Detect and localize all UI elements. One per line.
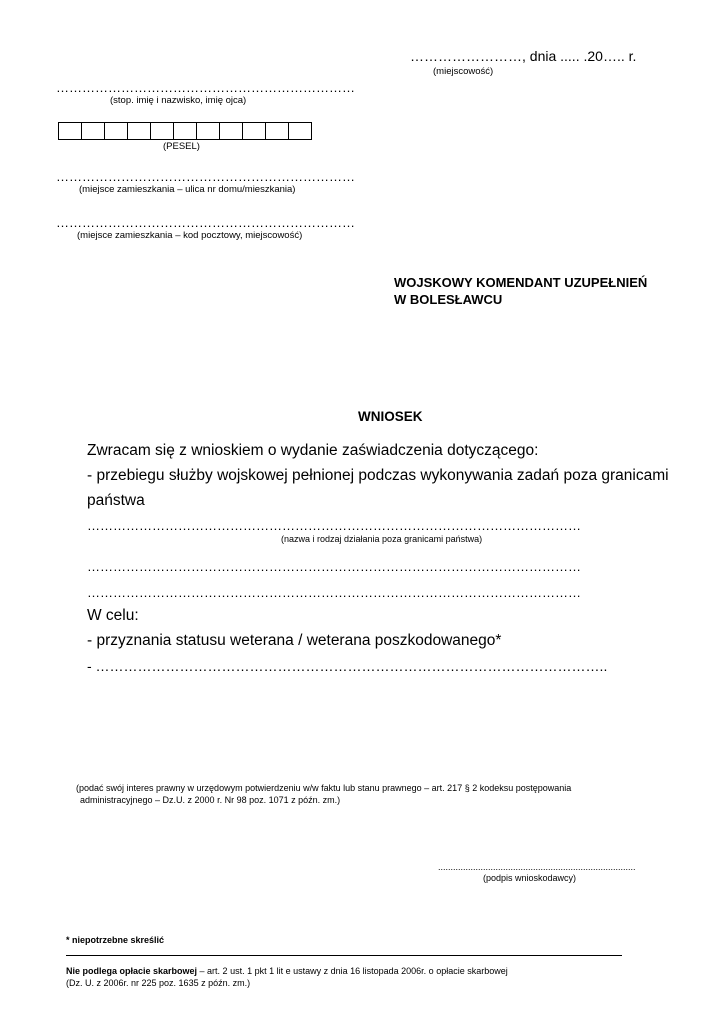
street-field[interactable]: …………………………………………………………… [56,169,355,184]
pesel-cell[interactable] [58,122,82,140]
legal-note-line1: (podać swój interes prawny w urzędowym potwierdzeniu w/w faktu lub stanu prawnego – art. 217 § 2 kodeksu postępowania [76,783,572,793]
item1-line2: państwa [87,492,145,509]
city-field[interactable]: …………………………………………………………… [56,215,355,230]
street-caption: (miejsce zamieszkania – ulica nr domu/mieszkania) [79,184,296,195]
pesel-field[interactable] [58,122,312,140]
pesel-caption: (PESEL) [163,141,200,152]
pesel-cell[interactable] [196,122,220,140]
recipient-line1: WOJSKOWY KOMENDANT UZUPEŁNIEŃ [394,275,648,290]
pesel-cell[interactable] [242,122,266,140]
recipient-line2: W BOLESŁAWCU [394,292,503,307]
fee-note-line2: (Dz. U. z 2006r. nr 225 poz. 1635 z późn. zm.) [66,978,251,988]
footnote: * niepotrzebne skreślić [66,935,165,945]
pesel-cell[interactable] [288,122,312,140]
pesel-cell[interactable] [150,122,174,140]
activity-field[interactable]: …………………………………………………………………………………………………… [87,518,581,533]
activity-field-line3[interactable]: …………………………………………………………………………………………………… [87,585,581,600]
activity-caption: (nazwa i rodzaj działania poza granicami państwa) [281,534,483,544]
place-caption: (miejscowość) [433,66,494,77]
pesel-cell[interactable] [173,122,197,140]
pesel-cell[interactable] [219,122,243,140]
legal-note-line2: administracyjnego – Dz.U. z 2000 r. Nr 98 poz. 1071 z późn. zm.) [80,795,341,805]
name-field[interactable]: …………………………………………………………… [56,80,355,95]
city-caption: (miejsce zamieszkania – kod pocztowy, miejscowość) [77,230,303,241]
fee-note-rest: – art. 2 ust. 1 pkt 1 lit e ustawy z dnia 16 listopada 2006r. o opłacie skarbowej [197,966,508,976]
pesel-cell[interactable] [81,122,105,140]
purpose-label: W celu: [87,607,139,624]
purpose-item1: - przyznania statusu weterana / weterana poszkodowanego* [87,632,502,649]
purpose-item2-field[interactable]: - ……………………………………………………………………………………………….. [87,658,608,674]
name-caption: (stop. imię i nazwisko, imię ojca) [110,95,247,106]
fee-note-bold: Nie podlega opłacie skarbowej [66,966,198,976]
intro-text: Zwracam się z wnioskiem o wydanie zaświadczenia dotyczącego: [87,442,539,459]
signature-caption: (podpis wnioskodawcy) [483,873,577,883]
pesel-cell[interactable] [127,122,151,140]
fee-note-line1 [66,966,508,976]
document-title: WNIOSEK [358,409,423,424]
place-date-field[interactable]: ……………………, dnia ..... .20….. r. [410,48,637,64]
pesel-cell[interactable] [265,122,289,140]
footer-divider [66,955,622,956]
activity-field-line2[interactable]: …………………………………………………………………………………………………… [87,559,581,574]
pesel-cell[interactable] [104,122,128,140]
item1-line1: - przebiegu służby wojskowej pełnionej podczas wykonywania zadań poza granicami [87,467,669,484]
signature-field[interactable]: ............................................................................... [438,862,636,872]
